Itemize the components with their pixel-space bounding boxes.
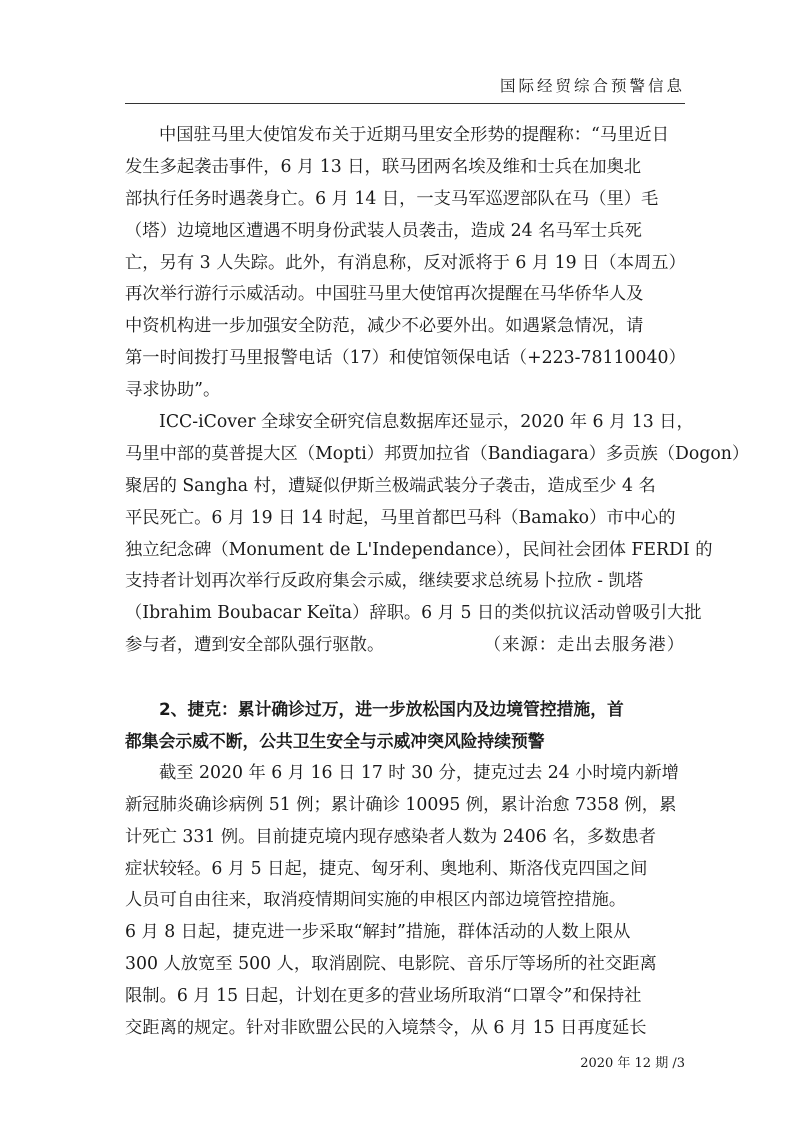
text-line: 寻求协助”。 bbox=[125, 380, 221, 401]
header-rule bbox=[125, 103, 685, 104]
paragraph-mali-embassy bbox=[125, 120, 685, 407]
source-note: （来源：走出去服务港） bbox=[483, 635, 685, 656]
text-line: 聚居的 Sangha 村，遭疑似伊斯兰极端武装分子袭击，造成至少 4 名 bbox=[125, 475, 656, 496]
heading-line: 2、捷克：累计确诊过万，进一步放松国内及边境管控措施，首 bbox=[159, 699, 624, 720]
text-line: 独立纪念碑（Monument de L'Independance），民间社会团体 FERDI 的 bbox=[125, 539, 713, 560]
section-gap bbox=[125, 662, 685, 694]
text-line: 限制。6 月 15 日起，计划在更多的营业场所取消“口罩令”和保持社 bbox=[125, 986, 642, 1007]
running-header-title: 国际经贸综合预警信息 bbox=[499, 77, 685, 95]
text-line: 人员可自由往来，取消疫情期间实施的申根区内部边境管控措施。 bbox=[125, 890, 627, 911]
text-line: 300 人放宽至 500 人，取消剧院、电影院、音乐厅等场所的社交距离 bbox=[125, 954, 657, 975]
text-line: 马里中部的莫普提大区（Mopti）邦贾加拉省（Bandiagara）多贡族（Dogon） bbox=[125, 443, 750, 464]
text-line: （塔）边境地区遭遇不明身份武装人员袭击，造成 24 名马军士兵死 bbox=[125, 220, 642, 241]
text-line: 计死亡 331 例。目前捷克境内现存感染者人数为 2406 名，多数患者 bbox=[125, 826, 656, 847]
text-line: 再次举行游行示威活动。中国驻马里大使馆再次提醒在马华侨华人及 bbox=[125, 284, 644, 305]
article-body bbox=[125, 120, 750, 1045]
text-line: ICC-iCover 全球安全研究信息数据库还显示，2020 年 6 月 13 日， bbox=[159, 412, 694, 433]
text-line: 6 月 8 日起，捷克进一步采取“解封”措施，群体活动的人数上限从 bbox=[125, 922, 631, 943]
text-line: 新冠肺炎确诊病例 51 例；累计确诊 10095 例，累计治愈 7358 例，累 bbox=[125, 794, 677, 815]
paragraph-icc-icover bbox=[125, 407, 750, 662]
text-line: （Ibrahim Boubacar Keïta）辞职。6 月 5 日的类似抗议活动曾吸引大批 bbox=[125, 603, 702, 624]
page-number-footer: 2020 年 12 期 /3 bbox=[580, 1056, 685, 1071]
paragraph-czech-covid bbox=[125, 758, 685, 1045]
text-line: 截至 2020 年 6 月 16 日 17 时 30 分，捷克过去 24 小时境内新增 bbox=[159, 762, 679, 783]
text-line: 中国驻马里大使馆发布关于近期马里安全形势的提醒称：“马里近日 bbox=[159, 125, 669, 145]
text-line: 交距离的规定。针对非欧盟公民的入境禁令，从 6 月 15 日再度延长 bbox=[125, 1018, 647, 1039]
section-heading-czech bbox=[125, 694, 685, 758]
heading-line: 都集会示威不断，公共卫生安全与示威冲突风险持续预警 bbox=[125, 731, 545, 752]
text-line: 部执行任务时遇袭身亡。6 月 14 日，一支马军巡逻部队在马（里）毛 bbox=[125, 188, 659, 209]
text-line: 第一时间拨打马里报警电话（17）和使馆领保电话（+223-78110040） bbox=[125, 348, 686, 369]
text-line: 平民死亡。6 月 19 日 14 时起，马里首都巴马科（Bamako）市中心的 bbox=[125, 507, 676, 528]
text-line: 症状较轻。6 月 5 日起，捷克、匈牙利、奥地利、斯洛伐克四国之间 bbox=[125, 858, 648, 879]
text-line-content: 参与者，遭到安全部队强行驱散。 bbox=[125, 635, 385, 656]
text-line: 发生多起袭击事件，6 月 13 日，联马团两名埃及维和士兵在加奥北 bbox=[125, 156, 642, 177]
text-line: 亡，另有 3 人失踪。此外，有消息称，反对派将于 6 月 19 日（本周五） bbox=[125, 252, 686, 273]
text-line: 支持者计划再次举行反政府集会示威，继续要求总统易卜拉欣 - 凯塔 bbox=[125, 571, 643, 592]
text-line: 中资机构进一步加强安全防范，减少不必要外出。如遇紧急情况，请 bbox=[125, 316, 644, 337]
text-line bbox=[125, 630, 685, 662]
